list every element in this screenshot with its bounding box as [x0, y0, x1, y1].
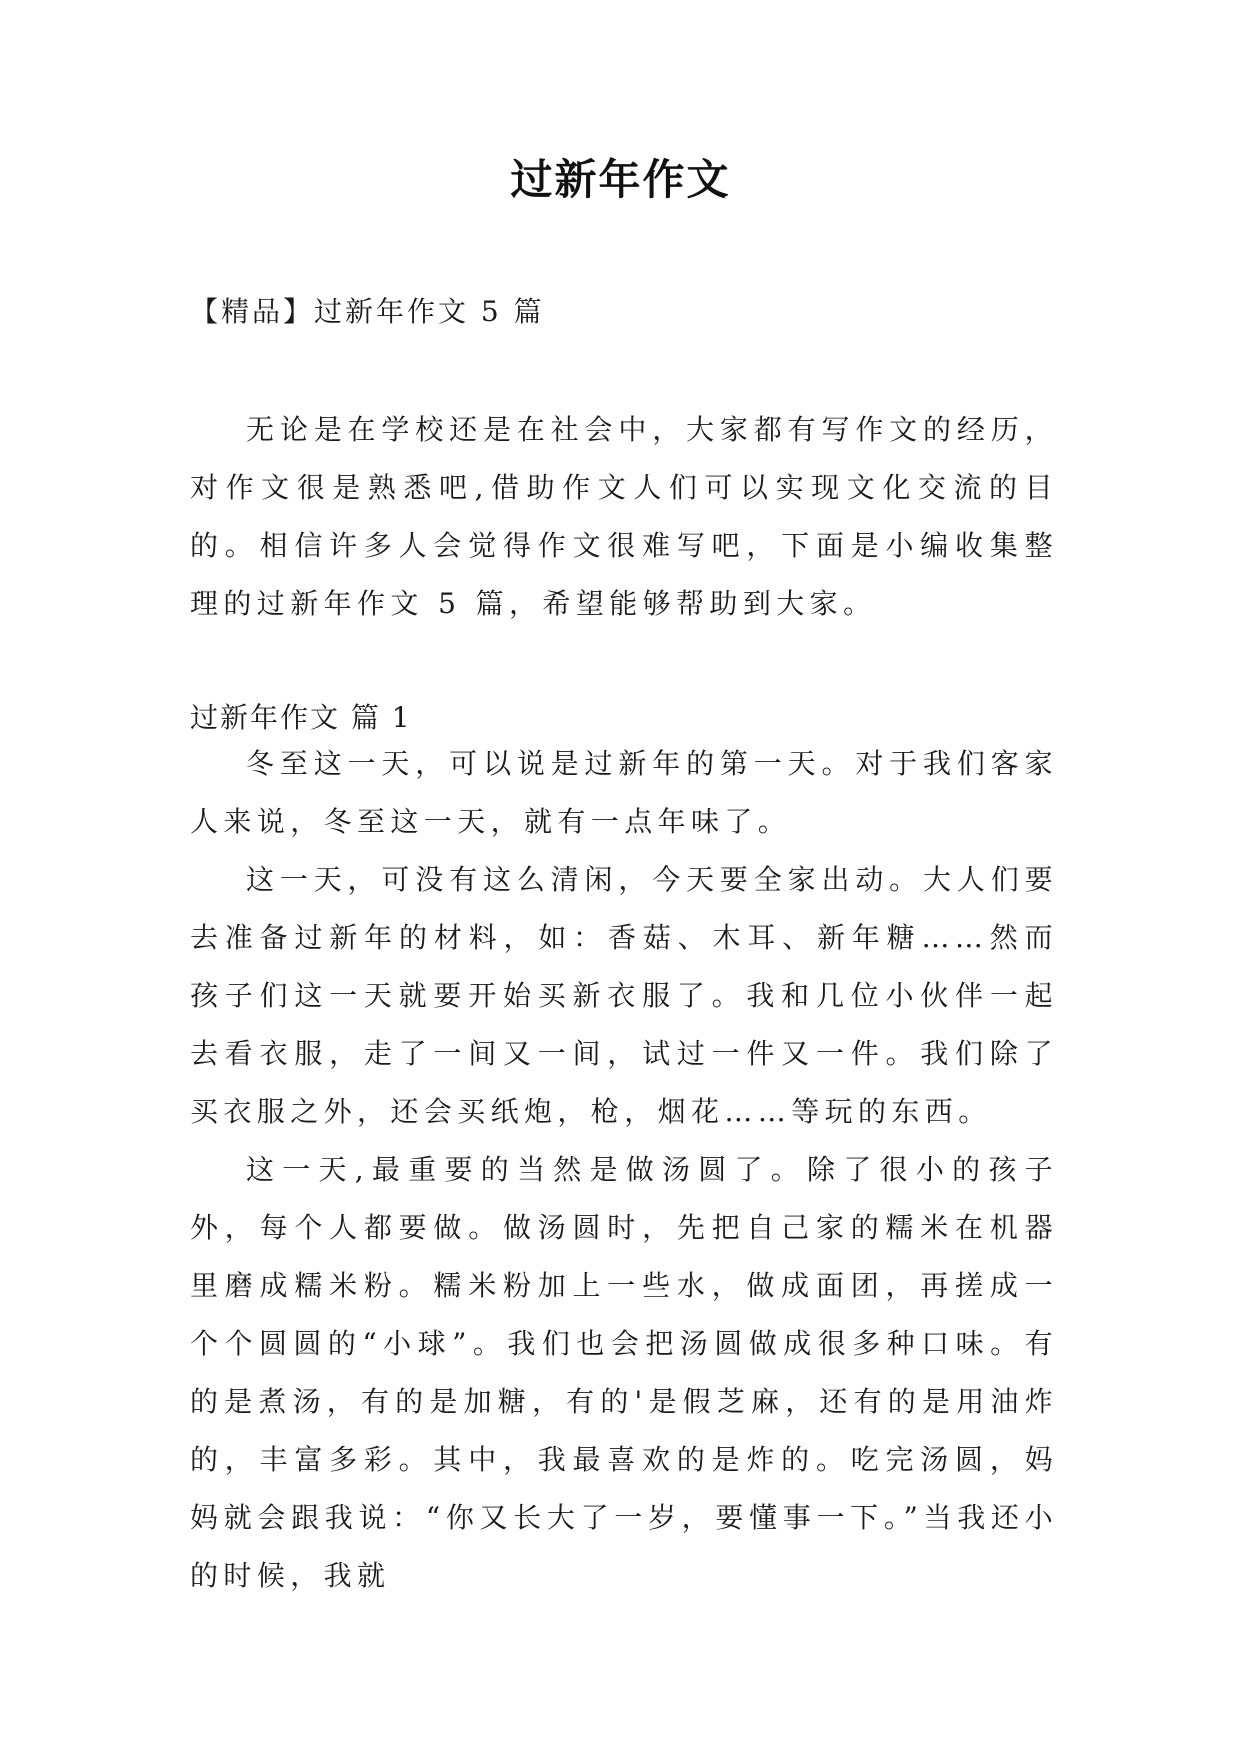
intro-paragraph: 无论是在学校还是在社会中，大家都有写作文的经历，对作文很是熟悉吧,借助作文人们可以实现文化交流的目的。相信许多人会觉得作文很难写吧，下面是小编收集整理的过新年作文 5 篇，希望能够帮助到大家。	[190, 413, 1058, 620]
essay-body	[190, 735, 1058, 1605]
document-subtitle: 【精品】过新年作文 5 篇	[190, 295, 545, 328]
essay-paragraph: 这一天,最重要的当然是做汤圆了。除了很小的孩子外，每个人都要做。做汤圆时，先把自己家的糯米在机器里磨成糯米粉。糯米粉加上一些水，做成面团，再搓成一个个圆圆的“小球”。我们也会把汤圆做成很多种口味。有的是煮汤，有的是加糖，有的'是假芝麻，还有的是用油炸的，丰富多彩。其中，我最喜欢的是炸的。吃完汤圆，妈妈就会跟我说：“你又长大了一岁，要懂事一下。”当我还小的时候，我就	[190, 1153, 1058, 1592]
document-title: 过新年作文	[510, 155, 731, 204]
section-heading: 过新年作文 篇 1	[190, 701, 412, 734]
essay-paragraph: 这一天，可没有这么清闲，今天要全家出动。大人们要去准备过新年的材料，如：香菇、木耳、新年糖……然而孩子们这一天就要开始买新衣服了。我和几位小伙伴一起去看衣服，走了一间又一间，试过一件又一件。我们除了买衣服之外，还会买纸炮，枪，烟花……等玩的东西。	[190, 863, 1058, 1128]
intro-block	[190, 401, 1058, 633]
essay-paragraph: 冬至这一天，可以说是过新年的第一天。对于我们客家人来说，冬至这一天，就有一点年味了。	[190, 747, 1058, 838]
